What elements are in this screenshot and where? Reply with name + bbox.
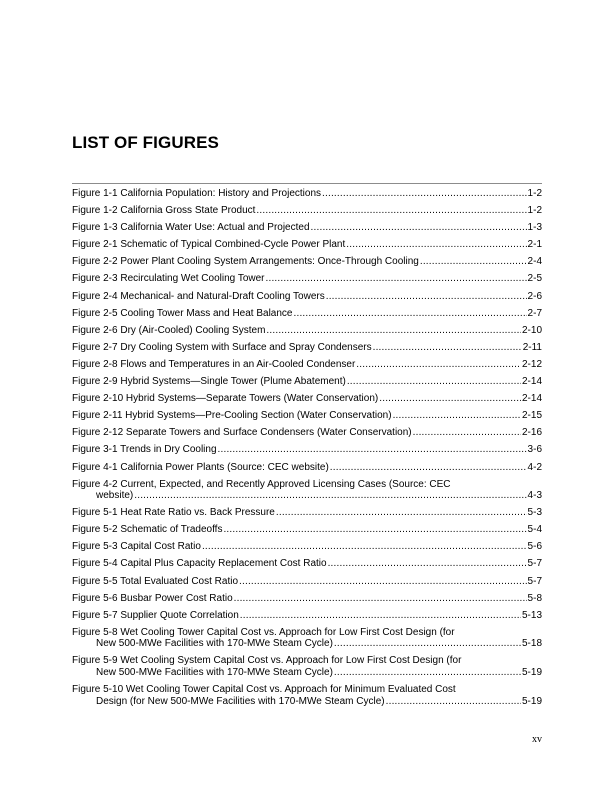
figure-page: 4-3	[527, 490, 542, 502]
figure-entry[interactable]	[72, 291, 542, 303]
figure-label-line1: Figure 4-2 Current, Expected, and Recently Approved Licensing Cases (Source: CEC	[72, 478, 451, 490]
figure-page: 5-18	[521, 638, 542, 650]
figure-page: 2-14	[521, 393, 542, 405]
dot-leader	[328, 558, 527, 570]
figure-page: 2-15	[521, 410, 542, 422]
figure-page: 5-3	[527, 507, 542, 519]
dot-leader	[134, 490, 526, 502]
dot-leader	[322, 188, 527, 200]
figure-label: Figure 2-3 Recirculating Wet Cooling Tower	[72, 273, 265, 285]
figure-label: Figure 2-4 Mechanical- and Natural-Draft Cooling Towers	[72, 290, 325, 302]
dot-leader	[234, 593, 527, 605]
figure-label: Figure 2-8 Flows and Temperatures in an Air-Cooled Condenser	[72, 358, 356, 370]
figure-entry[interactable]	[72, 256, 542, 268]
dot-leader	[239, 576, 527, 588]
figure-label: Figure 2-11 Hybrid Systems—Pre-Cooling Section (Water Conservation)	[72, 410, 392, 422]
page-number: xv	[532, 734, 542, 745]
dot-leader	[347, 376, 521, 388]
figure-label-line2: website)	[96, 490, 134, 502]
dot-leader	[256, 205, 526, 217]
figure-label: Figure 5-7 Supplier Quote Correlation	[72, 609, 239, 621]
figure-entry[interactable]	[72, 222, 542, 234]
figure-entry[interactable]	[72, 444, 542, 456]
figure-label-line2: New 500-MWe Facilities with 170-MWe Steam Cycle)	[96, 638, 333, 650]
figure-label: Figure 2-1 Schematic of Typical Combined-Cycle Power Plant	[72, 239, 346, 251]
figure-entry[interactable]	[72, 507, 542, 519]
figure-entry[interactable]	[72, 427, 542, 439]
page-title: LIST OF FIGURES	[72, 133, 219, 152]
figure-page: 2-6	[527, 290, 542, 302]
figure-page: 3-6	[527, 444, 542, 456]
dot-leader	[373, 342, 522, 354]
figure-label-line2: New 500-MWe Facilities with 170-MWe Steam Cycle)	[96, 666, 333, 678]
dot-leader	[240, 610, 521, 622]
figure-entry[interactable]	[72, 610, 542, 622]
dot-leader	[202, 541, 527, 553]
figure-entry[interactable]	[72, 410, 542, 422]
figure-label: Figure 2-2 Power Plant Cooling System Arrangements: Once-Through Cooling	[72, 256, 419, 268]
figure-entry[interactable]	[72, 342, 542, 354]
dot-leader	[266, 273, 527, 285]
dot-leader	[218, 444, 527, 456]
figure-page: 2-14	[521, 376, 542, 388]
dot-leader	[276, 507, 527, 519]
dot-leader	[413, 427, 521, 439]
dot-leader	[334, 638, 521, 650]
figure-page: 2-10	[521, 324, 542, 336]
figure-label: Figure 2-5 Cooling Tower Mass and Heat Balance	[72, 307, 293, 319]
figure-label: Figure 1-3 California Water Use: Actual and Projected	[72, 222, 310, 234]
figure-page: 1-2	[527, 188, 542, 199]
figure-entry[interactable]	[72, 558, 542, 570]
figure-label-line1: Figure 5-10 Wet Cooling Tower Capital Cost vs. Approach for Minimum Evaluated Cost	[72, 684, 456, 696]
figure-label: Figure 5-5 Total Evaluated Cost Ratio	[72, 575, 239, 587]
figure-label: Figure 5-3 Capital Cost Ratio	[72, 541, 201, 553]
figure-page: 5-13	[521, 609, 542, 621]
dot-leader	[223, 524, 526, 536]
dot-leader	[420, 256, 527, 268]
figure-label: Figure 5-2 Schematic of Tradeoffs	[72, 524, 223, 536]
figure-label: Figure 1-1 California Population: History and Projections	[72, 188, 322, 199]
dot-leader	[356, 359, 521, 371]
figure-page: 5-19	[521, 666, 542, 678]
figure-entry[interactable]	[72, 205, 542, 217]
figure-entry[interactable]	[72, 655, 542, 678]
figure-entry[interactable]	[72, 308, 542, 320]
figure-page: 4-2	[527, 461, 542, 473]
figure-label: Figure 2-7 Dry Cooling System with Surface and Spray Condensers	[72, 341, 372, 353]
figure-entry[interactable]	[72, 239, 542, 251]
dot-leader	[379, 393, 521, 405]
dot-leader	[393, 410, 521, 422]
figure-entry[interactable]	[72, 524, 542, 536]
dot-leader	[330, 462, 527, 474]
dot-leader	[266, 325, 521, 337]
dot-leader	[311, 222, 527, 234]
figure-page: 2-16	[521, 427, 542, 439]
figure-label: Figure 5-6 Busbar Power Cost Ratio	[72, 592, 233, 604]
figure-entry[interactable]	[72, 541, 542, 553]
figure-label: Figure 5-1 Heat Rate Ratio vs. Back Pressure	[72, 507, 275, 519]
list-of-figures	[72, 188, 542, 707]
figure-page: 2-11	[522, 341, 542, 353]
figure-label-line1: Figure 5-8 Wet Cooling Tower Capital Cost vs. Approach for Low First Cost Design (for	[72, 626, 455, 638]
title-divider	[72, 183, 542, 184]
figure-page: 5-7	[527, 575, 542, 587]
figure-page: 2-1	[527, 239, 542, 251]
figure-label: Figure 3-1 Trends in Dry Cooling	[72, 444, 217, 456]
figure-entry[interactable]	[72, 188, 542, 200]
figure-page: 5-8	[527, 592, 542, 604]
figure-entry[interactable]	[72, 684, 542, 707]
figure-entry[interactable]	[72, 576, 542, 588]
figure-page: 5-7	[527, 558, 542, 570]
figure-page: 2-5	[527, 273, 542, 285]
figure-entry[interactable]	[72, 462, 542, 474]
figure-entry[interactable]	[72, 359, 542, 371]
figure-page: 1-3	[527, 222, 542, 234]
figure-page: 5-19	[521, 695, 542, 707]
figure-entry[interactable]	[72, 393, 542, 405]
dot-leader	[346, 239, 526, 251]
figure-entry[interactable]	[72, 479, 542, 502]
figure-entry[interactable]	[72, 627, 542, 650]
figure-entry[interactable]	[72, 325, 542, 337]
figure-label-line2: Design (for New 500-MWe Facilities with 170-MWe Steam Cycle)	[96, 695, 385, 707]
figure-label: Figure 4-1 California Power Plants (Source: CEC website)	[72, 461, 329, 473]
figure-page: 5-4	[527, 524, 542, 536]
figure-page: 1-2	[527, 205, 542, 217]
figure-page: 2-12	[521, 358, 542, 370]
figure-label: Figure 2-12 Separate Towers and Surface Condensers (Water Conservation)	[72, 427, 412, 439]
figure-page: 5-6	[527, 541, 542, 553]
dot-leader	[334, 667, 521, 679]
dot-leader	[326, 291, 527, 303]
figure-entry[interactable]	[72, 593, 542, 605]
figure-entry[interactable]	[72, 376, 542, 388]
figure-label: Figure 2-9 Hybrid Systems—Single Tower (Plume Abatement)	[72, 376, 346, 388]
figure-page: 2-7	[527, 307, 542, 319]
dot-leader	[386, 696, 521, 708]
dot-leader	[294, 308, 527, 320]
figure-entry[interactable]	[72, 273, 542, 285]
figure-label: Figure 2-6 Dry (Air-Cooled) Cooling System	[72, 324, 266, 336]
figure-label-line1: Figure 5-9 Wet Cooling System Capital Cost vs. Approach for Low First Cost Design (for	[72, 655, 462, 667]
figure-label: Figure 5-4 Capital Plus Capacity Replacement Cost Ratio	[72, 558, 327, 570]
figure-label: Figure 1-2 California Gross State Product	[72, 205, 256, 217]
figure-page: 2-4	[527, 256, 542, 268]
figure-label: Figure 2-10 Hybrid Systems—Separate Towers (Water Conservation)	[72, 393, 379, 405]
